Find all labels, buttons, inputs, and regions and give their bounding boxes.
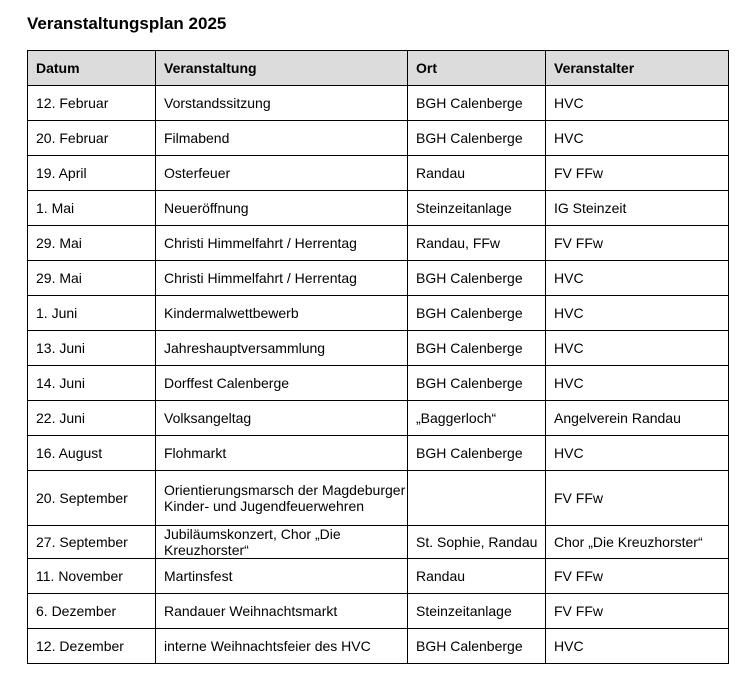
- veranstaltung-cell: Osterfeuer: [156, 156, 408, 191]
- datum-cell: 19. April: [28, 156, 156, 191]
- ort-cell: BGH Calenberge: [408, 366, 546, 401]
- ort-cell: Steinzeitanlage: [408, 594, 546, 629]
- veranstalter-cell: IG Steinzeit: [546, 191, 729, 226]
- datum-cell: 12. Dezember: [28, 629, 156, 664]
- table-row: [28, 261, 729, 296]
- veranstalter-cell: FV FFw: [546, 226, 729, 261]
- veranstaltung-cell: Neueröffnung: [156, 191, 408, 226]
- veranstaltung-cell: Christi Himmelfahrt / Herrentag: [156, 261, 408, 296]
- table-row: [28, 526, 729, 559]
- veranstaltung-cell: Flohmarkt: [156, 436, 408, 471]
- header-veranstaltung: Veranstaltung: [156, 51, 408, 86]
- table-row: [28, 629, 729, 664]
- table-row: [28, 331, 729, 366]
- veranstalter-cell: Chor „Die Kreuzhorster“: [546, 526, 729, 559]
- datum-cell: 29. Mai: [28, 261, 156, 296]
- header-veranstalter: Veranstalter: [546, 51, 729, 86]
- veranstalter-cell: HVC: [546, 331, 729, 366]
- ort-cell: Randau: [408, 156, 546, 191]
- ort-cell: BGH Calenberge: [408, 629, 546, 664]
- veranstaltung-cell: Vorstandssitzung: [156, 86, 408, 121]
- ort-cell: BGH Calenberge: [408, 86, 546, 121]
- ort-cell: BGH Calenberge: [408, 296, 546, 331]
- table-header-row: [28, 51, 729, 86]
- veranstaltung-cell: Randauer Weihnachtsmarkt: [156, 594, 408, 629]
- datum-cell: 22. Juni: [28, 401, 156, 436]
- veranstalter-cell: HVC: [546, 261, 729, 296]
- header-datum: Datum: [28, 51, 156, 86]
- datum-cell: 13. Juni: [28, 331, 156, 366]
- datum-cell: 6. Dezember: [28, 594, 156, 629]
- table-row: [28, 471, 729, 526]
- veranstalter-cell: HVC: [546, 366, 729, 401]
- ort-cell: BGH Calenberge: [408, 121, 546, 156]
- table-row: [28, 366, 729, 401]
- datum-cell: 14. Juni: [28, 366, 156, 401]
- veranstaltung-cell: Martinsfest: [156, 559, 408, 594]
- veranstaltung-cell: Orientierungsmarsch der Magdeburger Kinder- und Jugendfeuerwehren: [156, 471, 408, 526]
- ort-cell: BGH Calenberge: [408, 261, 546, 296]
- ort-cell: St. Sophie, Randau: [408, 526, 546, 559]
- datum-cell: 1. Mai: [28, 191, 156, 226]
- veranstaltung-cell: Jahreshauptversammlung: [156, 331, 408, 366]
- datum-cell: 20. Februar: [28, 121, 156, 156]
- table-row: [28, 296, 729, 331]
- ort-cell: [408, 471, 546, 526]
- ort-cell: BGH Calenberge: [408, 436, 546, 471]
- veranstalter-cell: FV FFw: [546, 559, 729, 594]
- datum-cell: 20. September: [28, 471, 156, 526]
- table-row: [28, 121, 729, 156]
- datum-cell: 11. November: [28, 559, 156, 594]
- veranstalter-cell: FV FFw: [546, 594, 729, 629]
- table-row: [28, 436, 729, 471]
- table-row: [28, 559, 729, 594]
- page-title: Veranstaltungsplan 2025: [27, 14, 227, 33]
- table-row: [28, 226, 729, 261]
- veranstalter-cell: Angelverein Randau: [546, 401, 729, 436]
- veranstaltung-cell: Christi Himmelfahrt / Herrentag: [156, 226, 408, 261]
- veranstalter-cell: HVC: [546, 629, 729, 664]
- table-row: [28, 594, 729, 629]
- ort-cell: Steinzeitanlage: [408, 191, 546, 226]
- datum-cell: 1. Juni: [28, 296, 156, 331]
- veranstalter-cell: FV FFw: [546, 471, 729, 526]
- table-row: [28, 191, 729, 226]
- datum-cell: 16. August: [28, 436, 156, 471]
- datum-cell: 27. September: [28, 526, 156, 559]
- datum-cell: 29. Mai: [28, 226, 156, 261]
- table-row: [28, 401, 729, 436]
- veranstalter-cell: HVC: [546, 121, 729, 156]
- veranstaltung-cell: Dorffest Calenberge: [156, 366, 408, 401]
- ort-cell: „Baggerloch“: [408, 401, 546, 436]
- veranstaltung-cell: Jubiläumskonzert, Chor „Die Kreuzhorster“: [156, 526, 408, 559]
- veranstalter-cell: HVC: [546, 296, 729, 331]
- table-row: [28, 156, 729, 191]
- ort-cell: Randau, FFw: [408, 226, 546, 261]
- veranstaltung-cell: interne Weihnachtsfeier des HVC: [156, 629, 408, 664]
- datum-cell: 12. Februar: [28, 86, 156, 121]
- ort-cell: Randau: [408, 559, 546, 594]
- header-ort: Ort: [408, 51, 546, 86]
- veranstalter-cell: HVC: [546, 86, 729, 121]
- event-table: [27, 50, 729, 664]
- table-row: [28, 86, 729, 121]
- veranstalter-cell: FV FFw: [546, 156, 729, 191]
- veranstaltung-cell: Kindermalwettbewerb: [156, 296, 408, 331]
- veranstalter-cell: HVC: [546, 436, 729, 471]
- ort-cell: BGH Calenberge: [408, 331, 546, 366]
- veranstaltung-cell: Filmabend: [156, 121, 408, 156]
- veranstaltung-cell: Volksangeltag: [156, 401, 408, 436]
